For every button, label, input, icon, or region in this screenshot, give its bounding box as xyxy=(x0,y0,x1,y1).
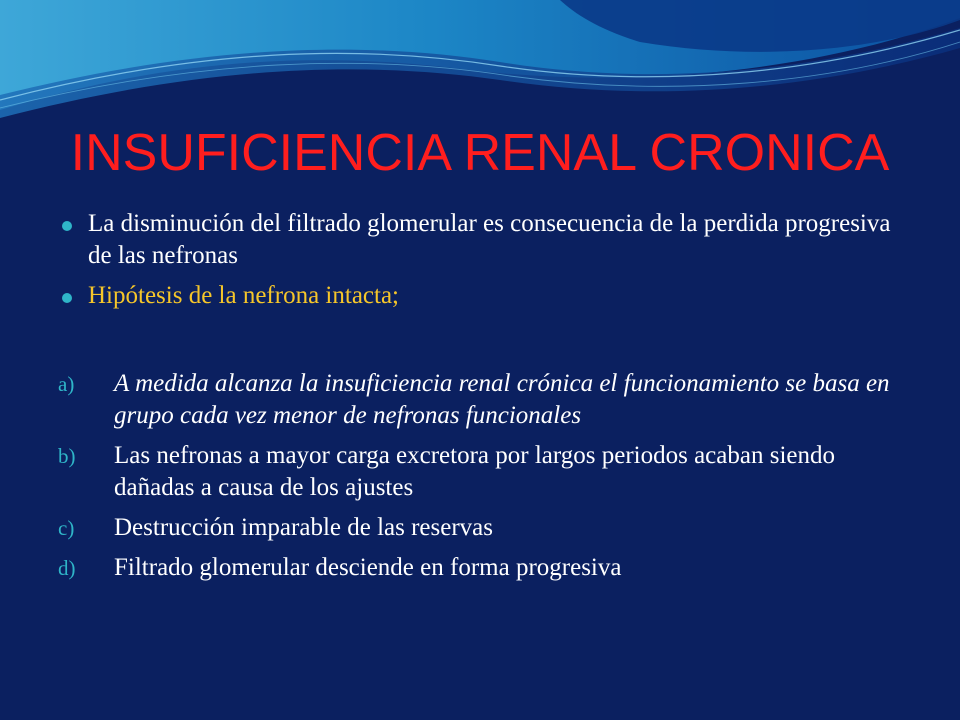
list-letter: a) xyxy=(58,372,75,396)
spacer xyxy=(58,312,908,368)
lettered-text: Filtrado glomerular desciende en forma progresiva xyxy=(114,554,622,581)
list-letter: b) xyxy=(58,444,76,468)
bullet-text-highlight: Hipótesis de la nefrona intacta; xyxy=(88,282,399,309)
bullet-item xyxy=(58,280,908,312)
lettered-text: A medida alcanza la insuficiencia renal crónica el funcionamiento se basa en grupo cada vez menor de nefronas funcionales xyxy=(114,370,890,429)
lettered-text: Destrucción imparable de las reservas xyxy=(114,514,494,541)
lettered-item xyxy=(58,552,908,584)
bullet-dot-icon xyxy=(62,293,72,303)
lettered-text: Las nefronas a mayor carga excretora por largos periodos acaban siendo dañadas a causa de los ajustes xyxy=(114,442,835,501)
lettered-item xyxy=(58,440,908,504)
list-letter: c) xyxy=(58,516,75,540)
lettered-item xyxy=(58,512,908,544)
bullet-text: La disminución del filtrado glomerular es consecuencia de la perdida progresiva de las nefronas xyxy=(88,210,891,269)
slide-title: INSUFICIENCIA RENAL CRONICA xyxy=(70,124,890,182)
list-letter: d) xyxy=(58,556,76,580)
bullet-dot-icon xyxy=(62,221,72,231)
lettered-item xyxy=(58,368,908,432)
slide-content xyxy=(58,208,908,584)
wave-header-decoration xyxy=(0,0,960,130)
bullet-item xyxy=(58,208,908,272)
